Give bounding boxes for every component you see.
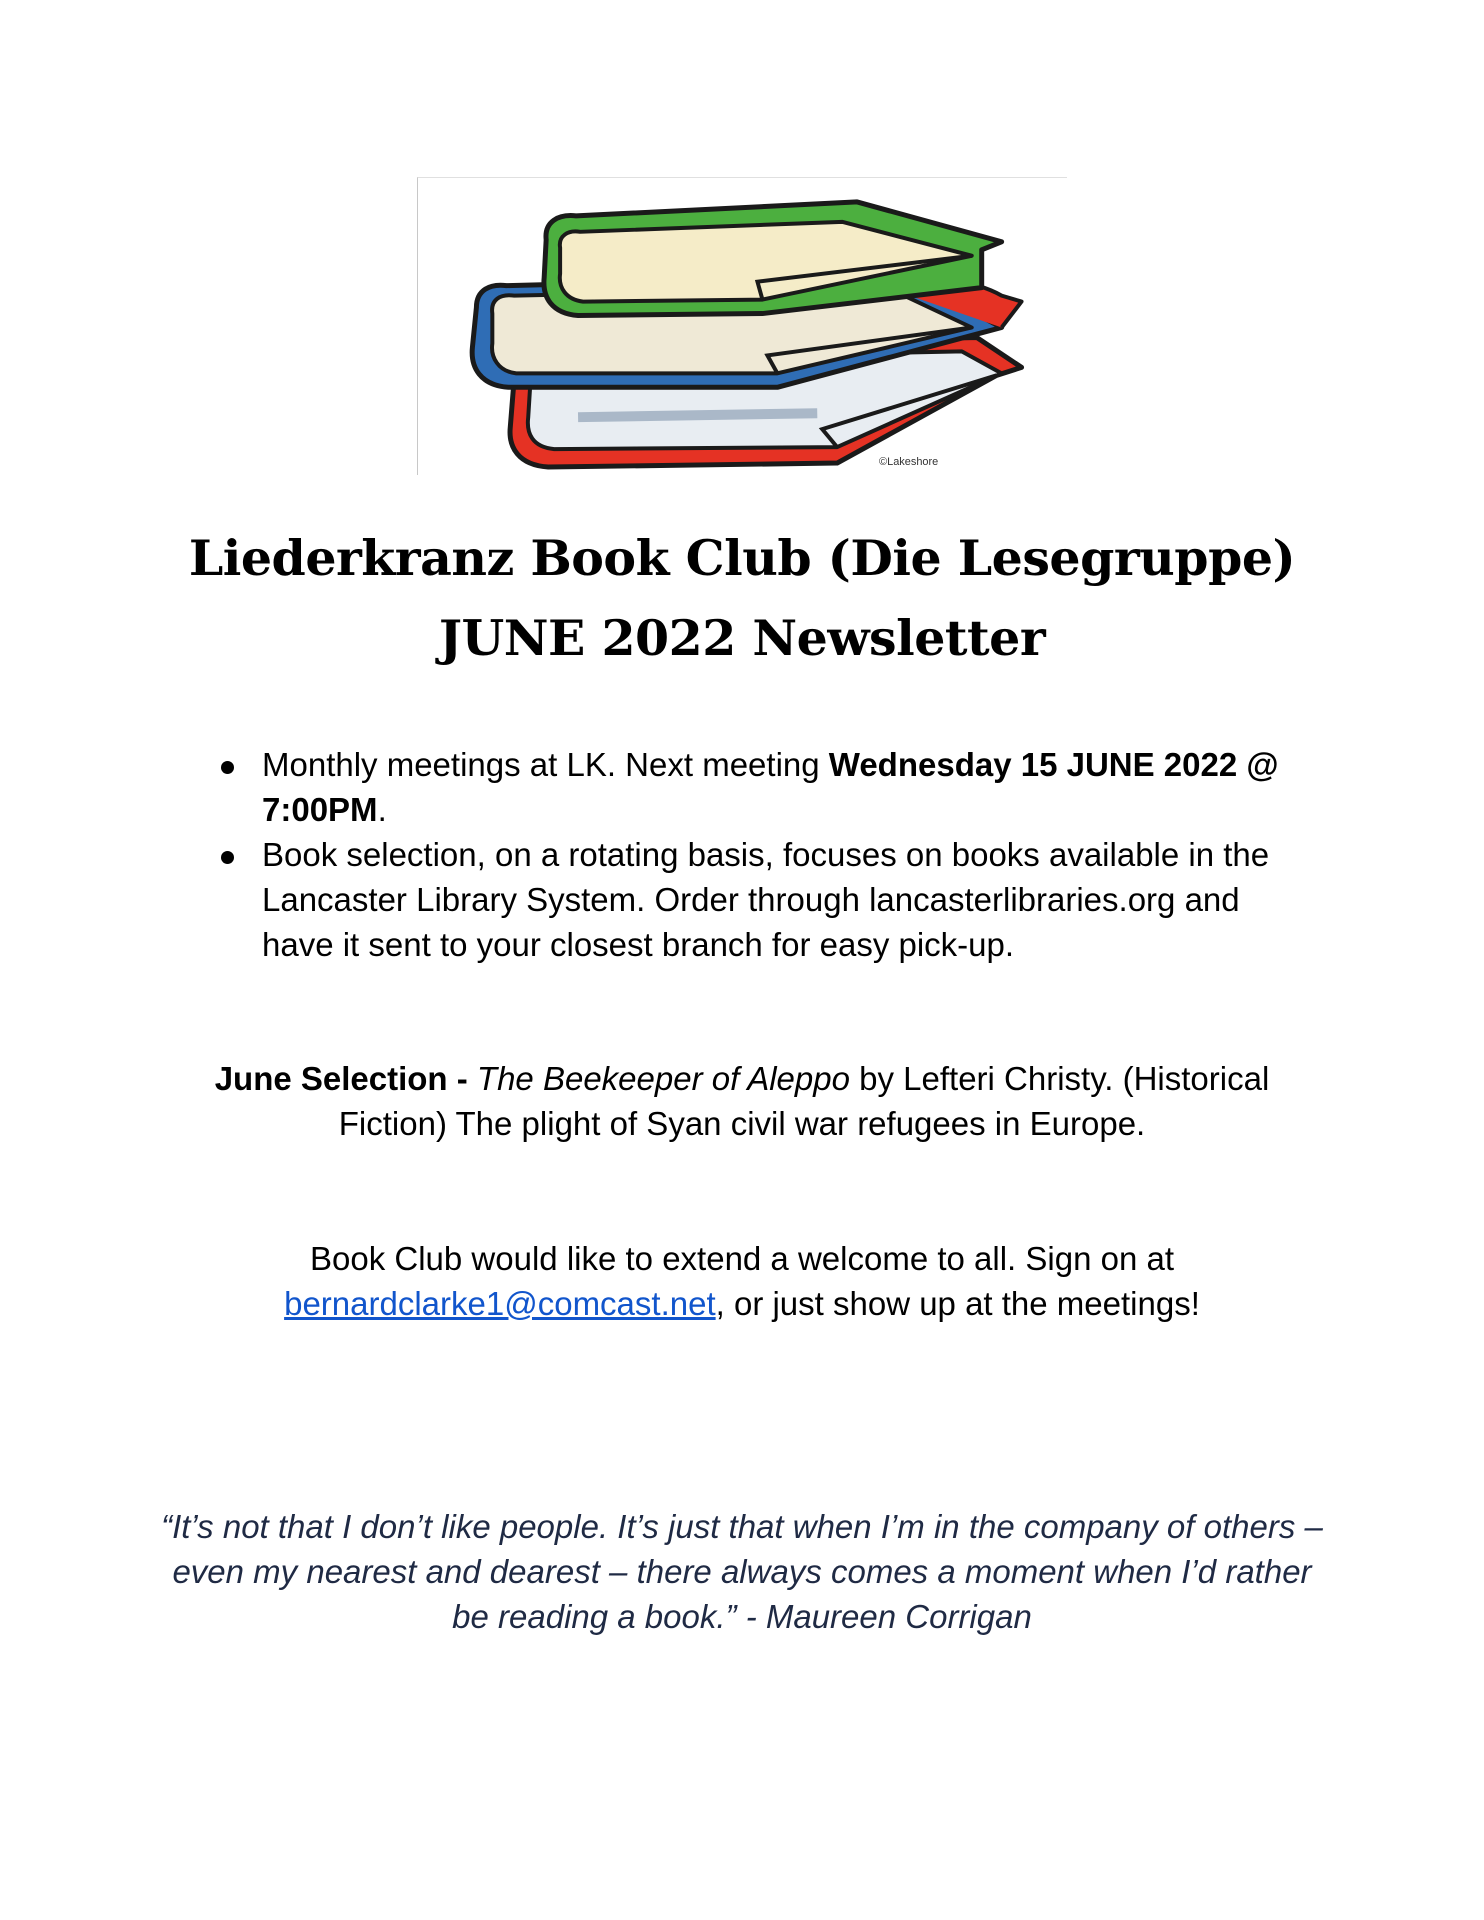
quote: “It’s not that I don’t like people. It’s just that when I’m in the company of others – even my nearest and dearest – there always comes a moment when I’d rather be reading a book.” - Maureen Corrigan bbox=[161, 1508, 1323, 1635]
june-selection-rest: by Lefteri Christy. (Historical Fiction) The plight of Syan civil war refugees in Europe. bbox=[338, 1060, 1270, 1142]
page-title bbox=[0, 518, 1484, 678]
meeting-date: Wednesday 15 JUNE 2022 @ 7:00PM bbox=[262, 746, 1279, 828]
info-list bbox=[220, 742, 1320, 967]
bullet-icon bbox=[221, 761, 234, 774]
welcome-text: Book Club would like to extend a welcome to all. Sign on at bbox=[310, 1240, 1174, 1277]
book-title: The Beekeeper of Aleppo bbox=[476, 1060, 850, 1097]
welcome-paragraph bbox=[160, 1236, 1324, 1326]
books-icon bbox=[418, 178, 1067, 475]
email-link[interactable]: bernardclarke1@comcast.net bbox=[284, 1285, 716, 1322]
title-line-2: JUNE 2022 Newsletter bbox=[438, 609, 1046, 667]
welcome-end: , or just show up at the meetings! bbox=[715, 1285, 1200, 1322]
list-item-selection bbox=[220, 832, 1320, 967]
selection-info-text: Book selection, on a rotating basis, focuses on books available in the Lancaster Library System. Order through lancasterlibraries.org and have it sent to your closest branch for easy pick-up. bbox=[262, 836, 1270, 963]
june-selection-label: June Selection - bbox=[214, 1060, 477, 1097]
june-selection bbox=[160, 1056, 1324, 1146]
stacked-books-illustration bbox=[417, 177, 1067, 475]
illustration-credit: ©Lakeshore bbox=[879, 456, 939, 469]
list-item-meeting bbox=[220, 742, 1320, 832]
bullet-icon bbox=[221, 851, 234, 864]
title-line-1: Liederkranz Book Club (Die Lesegruppe) bbox=[188, 529, 1296, 587]
meeting-text: Monthly meetings at LK. Next meeting bbox=[262, 746, 829, 783]
meeting-end: . bbox=[377, 791, 387, 828]
